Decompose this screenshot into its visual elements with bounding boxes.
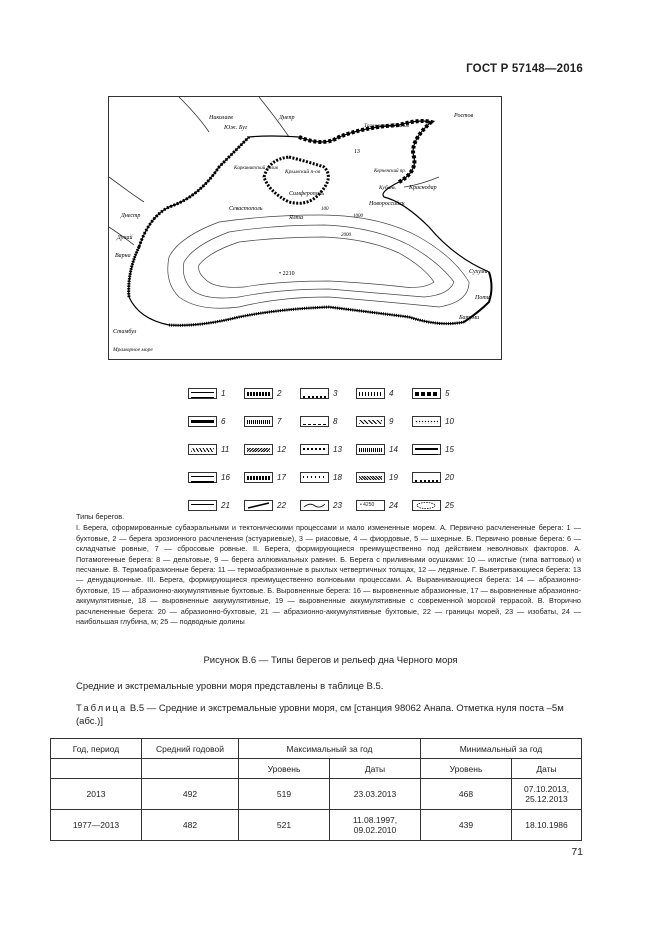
legend-symbol xyxy=(244,472,273,483)
map-label-simferopol: Симферополь xyxy=(289,191,324,197)
page-number: 71 xyxy=(571,846,583,858)
legend-number: 20 xyxy=(445,472,454,482)
legend-symbol xyxy=(412,416,441,427)
legend-number: 21 xyxy=(221,500,230,510)
legend-symbol xyxy=(356,388,385,399)
legend-number: 25 xyxy=(445,500,454,510)
legend-row xyxy=(188,407,468,435)
header-min-level: Уровень xyxy=(421,759,512,779)
cell-period: 1977—2013 xyxy=(51,810,142,841)
legend-number: 19 xyxy=(389,472,398,482)
map-label-dunai: Дунай xyxy=(117,235,133,241)
map-label-batumi: Батуми xyxy=(459,315,480,321)
legend-number: 23 xyxy=(333,500,342,510)
legend-number: 8 xyxy=(333,416,338,426)
legend-number: 22 xyxy=(277,500,286,510)
legend-number: 14 xyxy=(389,444,398,454)
header-min-dates: Даты xyxy=(512,759,582,779)
table-caption-label: Таблица xyxy=(76,703,128,714)
legend-number: 15 xyxy=(445,444,454,454)
map-label-stambul: Стамбул xyxy=(113,329,137,335)
map-label-poti: Поти xyxy=(475,295,490,301)
legend-number: 5 xyxy=(445,388,450,398)
legend-symbol xyxy=(188,444,217,455)
legend-number: 6 xyxy=(221,416,226,426)
map-label-yalta: Ялта xyxy=(289,215,303,221)
map-label-dnepr: Днепр xyxy=(279,115,295,121)
legend-symbol xyxy=(412,500,441,511)
table-row xyxy=(51,779,582,810)
map-label-karkinit: Каркинитский залив xyxy=(234,166,278,171)
header-empty xyxy=(142,759,239,779)
legend-symbol xyxy=(244,416,273,427)
legend-number: 18 xyxy=(333,472,342,482)
cell-min-level: 439 xyxy=(421,810,512,841)
legend-symbol xyxy=(300,388,329,399)
legend-number: 2 xyxy=(277,388,282,398)
legend-number: 13 xyxy=(333,444,342,454)
cell-min-dates: 18.10.1986 xyxy=(512,810,582,841)
legend-symbol xyxy=(188,388,217,399)
map-label-krasnodar: Краснодар xyxy=(409,185,437,191)
header-min: Минимальный за год xyxy=(421,739,582,759)
cell-max-level: 519 xyxy=(239,779,330,810)
legend-number: 24 xyxy=(389,500,398,510)
legend-number: 3 xyxy=(333,388,338,398)
legend-number: 1 xyxy=(221,388,226,398)
map-label-taganrog-bay: Таганрогский залив xyxy=(364,123,410,129)
legend-number: 11 xyxy=(221,444,230,454)
cell-max-level: 521 xyxy=(239,810,330,841)
header-empty xyxy=(51,759,142,779)
legend-symbol xyxy=(300,416,329,427)
cell-min-dates: 07.10.2013, 25.12.2013 xyxy=(512,779,582,810)
legend-symbol xyxy=(412,388,441,399)
body-paragraph: Средние и экстремальные уровни моря представлены в таблице В.5. xyxy=(76,681,384,692)
legend-number: 10 xyxy=(445,416,454,426)
map-label-kuban: Кубань xyxy=(379,185,396,191)
map-label-dnestr: Днестр xyxy=(121,213,141,219)
legend-symbol-label: • 4250 xyxy=(360,501,375,508)
legend-symbol xyxy=(188,500,217,511)
table-caption xyxy=(76,702,584,728)
map-label-depth-max: • 2210 xyxy=(279,271,295,277)
table-caption-text: В.5 — Средние и экстремальные уровни моря, см [станция 98062 Анапа. Отметка нуля поста –5м (абс.)] xyxy=(76,703,564,727)
cell-max-dates: 23.03.2013 xyxy=(330,779,421,810)
legend-number: 4 xyxy=(389,388,394,398)
header-max-dates: Даты xyxy=(330,759,421,779)
map-label-marmara: Мраморное море xyxy=(113,347,153,353)
header-period: Год, период xyxy=(51,739,142,759)
map-label-sukhumi: Сухуми xyxy=(469,269,488,275)
caption-title: Типы берегов. xyxy=(76,512,125,521)
legend-number: 7 xyxy=(277,416,282,426)
legend-number: 16 xyxy=(221,472,230,482)
legend-symbol xyxy=(356,444,385,455)
legend-number: 9 xyxy=(389,416,394,426)
legend-symbol xyxy=(244,444,273,455)
legend-symbol xyxy=(412,472,441,483)
legend-number: 17 xyxy=(277,472,286,482)
legend-symbol xyxy=(188,472,217,483)
figure-title: Рисунок В.6 — Типы берегов и рельеф дна Черного моря xyxy=(203,655,458,666)
map-label-novorossiysk: Новороссийск xyxy=(369,201,405,207)
header-max-level: Уровень xyxy=(239,759,330,779)
legend-row xyxy=(188,435,468,463)
map-label-yuzh-bug: Юж. Буг xyxy=(224,125,248,131)
legend-number: 12 xyxy=(277,444,286,454)
cell-min-level: 468 xyxy=(421,779,512,810)
header-mean: Средний годовой xyxy=(142,739,239,759)
map-label-sea-num: 13 xyxy=(354,149,360,155)
header-max: Максимальный за год xyxy=(239,739,421,759)
cell-mean: 482 xyxy=(142,810,239,841)
figure-caption xyxy=(76,512,581,627)
caption-body: I. Берега, сформированные субаэральными и тектоническими процессами и мало измененные морем. А. Первично расчлененные берега: 1 — бухтовые, 2 — берега эрозионного расчленения (эстуариевые), 3 — риасовые, 4 — фиордовые, 5 — шхерные. Б. Первично ровные берега: 6 — складчатые ровные, 7 — сбросовые ровные. II. Берега, формирующиеся преимущественно под действием неволновых факторов. А. Потамогенные берега: 8 — дельтовые, 9 — берега аллювиальных равнин. Б. Берега с приливными осушками: 10 — илистые (типа ваттовых) и песчаные. В. Термоабразионные берега: 11 — термоабразионные в рыхлых четвертичных толщах, 12 — ледяные. Г. Выветривающиеся берега: 13 — денудационные. III. Берега, формирующиеся преимущественно волновыми процессами. А. Выравнивающиеся берега: 14 — абразионно-бухтовые, 15 — абразионно-аккумулятивные бухтовые. Б. Выровненные берега: 16 — выровненные абразионные, 17 — выровненные абразионно-аккумулятивные, 18 — выровненные аккумулятивные, 19 — выровненные аккумулятивные с современной морской террасой. В. Вторично расчлененные берега: 20 — абразионно-бухтовые, 21 — абразионно-аккумулятивные бухтовые, 22 — границы морей, 23 — изобаты, 24 — наибольшая глубина, м; 25 — подводные долины xyxy=(76,523,581,627)
map-label-crimea: Крымский п-ов xyxy=(285,169,321,175)
cell-max-dates: 11.08.1997, 09.02.2010 xyxy=(330,810,421,841)
map-label-sevastopol: Севастополь xyxy=(229,206,263,212)
legend-symbol xyxy=(300,444,329,455)
legend-row xyxy=(188,379,468,407)
map-label-nikolaev: Николаев xyxy=(209,115,233,121)
legend-symbol xyxy=(188,416,217,427)
map-label-kerch: Керченский пр. xyxy=(374,169,406,174)
map-label-rostov: Ростов xyxy=(454,113,474,119)
sea-level-table xyxy=(50,738,582,841)
legend-symbol xyxy=(412,444,441,455)
legend-symbol xyxy=(356,416,385,427)
black-sea-map xyxy=(108,96,502,360)
map-label-iso-1000: 1000 xyxy=(353,214,363,219)
map-legend xyxy=(188,379,468,519)
legend-symbol xyxy=(300,472,329,483)
legend-symbol xyxy=(244,388,273,399)
legend-symbol xyxy=(356,500,385,511)
cell-mean: 492 xyxy=(142,779,239,810)
map-label-iso-100: 100 xyxy=(321,207,329,212)
legend-row xyxy=(188,463,468,491)
legend-symbol xyxy=(244,500,273,511)
legend-symbol xyxy=(300,500,329,511)
document-code: ГОСТ Р 57148—2016 xyxy=(466,63,583,75)
legend-symbol xyxy=(356,472,385,483)
cell-period: 2013 xyxy=(51,779,142,810)
map-label-iso-2000: 2000 xyxy=(341,233,351,238)
map-label-varna: Варна xyxy=(115,253,131,259)
table-row xyxy=(51,810,582,841)
